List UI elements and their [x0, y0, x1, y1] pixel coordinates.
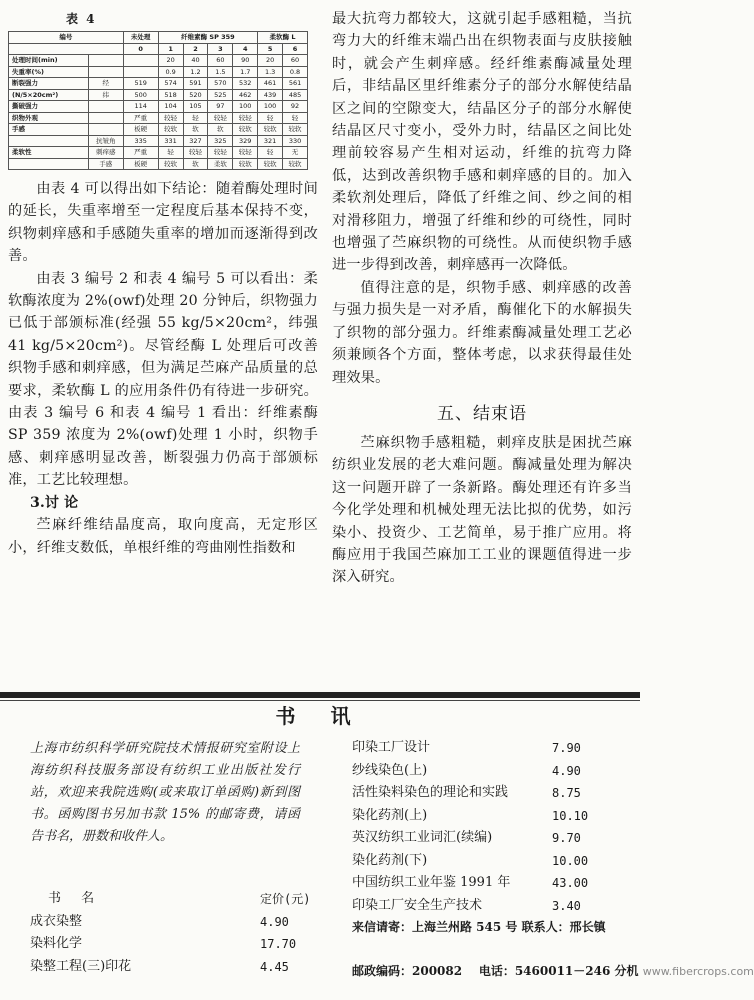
table-row [9, 124, 308, 136]
table-cell: 6 [283, 43, 308, 55]
table-row-label: 撕破强力 [9, 101, 89, 113]
table-title: 表 4 [66, 12, 97, 26]
book-item [352, 782, 612, 805]
book-price: 7.90 [552, 741, 581, 755]
book-price: 8.75 [552, 786, 581, 800]
table-row-label: 手感 [9, 124, 89, 136]
table-cell: 4 [233, 43, 258, 55]
book-list-right [352, 737, 612, 937]
table-cell: 104 [158, 101, 183, 113]
book-name: 染化药剂(下) [352, 852, 428, 868]
table-cell: 0.9 [158, 66, 183, 78]
table-row-sublabel: 纬 [88, 89, 123, 101]
table-cell: 462 [233, 89, 258, 101]
table-cell: 0.8 [283, 66, 308, 78]
book-name: 英汉纺织工业词汇(续编) [352, 830, 493, 845]
table-cell: 轻 [258, 112, 283, 124]
table-cell: 439 [258, 89, 283, 101]
table-row-label: (N/5×20cm²) [9, 89, 89, 101]
book-price: 10.10 [552, 808, 589, 823]
table-row-label: 断裂强力 [9, 78, 89, 90]
table-row [9, 158, 308, 170]
table-row [9, 101, 308, 113]
table-row [9, 78, 308, 90]
table-cell [123, 66, 158, 78]
paragraph: 最大抗弯力都较大，这就引起手感粗糙，当抗弯力大的纤维末端凸出在织物表面与皮肤接触时，就会产生刺痒感。经纤维素酶减量处理后，非结晶区里纤维素分子的部分水解使结晶区之间的空隙变大，结晶区分子的部分水解使结晶区尺寸变小，受外力时，结晶区之间比处理前较容易产生相对运动，纤维的抗弯力降低，达到改善织物手感和刺痒感的目的。加入柔软剂处理后，降低了纤维之间、纱之间的相对滑移阻力，增强了纤维和纱的可绕性，同时也增强了苎麻织物的可绕性。从而使织物手感进一步得到改善，刺痒感再一次降低。 [332, 11, 632, 274]
table-cell: 525 [208, 89, 233, 101]
table-row-label: 柔软性 [9, 147, 89, 159]
table-cell: 335 [123, 135, 158, 147]
book-name: 染料化学 [30, 936, 83, 951]
table-cell: 1.3 [258, 66, 283, 78]
table-row [9, 66, 308, 78]
table-cell: 520 [183, 89, 208, 101]
table-cell: 114 [123, 101, 158, 113]
table-cell: 105 [183, 101, 208, 113]
booklist-notice: 上海市纺织科学研究院技术情报研究室附设上海纺织科技服务部设有纺织工业出版社发行站，欢迎来我院选购(或来取订单函购)新到图书。函购图书另加书款 15% 的邮寄费，请函告书名，册数和收件人。 [30, 741, 300, 844]
table-header-row [9, 32, 308, 44]
table-cell: 轻 [158, 147, 183, 159]
table-body [9, 55, 308, 170]
table-cell: 严重 [123, 112, 158, 124]
table-cell: 轻 [183, 112, 208, 124]
table-row [9, 89, 308, 101]
book-name: 印染工厂设计 [352, 740, 431, 755]
table-cell: 100 [258, 101, 283, 113]
table-cell: 轻 [283, 112, 308, 124]
table-cell: 软 [208, 124, 233, 136]
book-list-left [30, 888, 320, 978]
paragraph: 苎麻织物手感粗糙，刺痒皮肤是困扰苎麻纺织业发展的老大难问题。酶减量处理为解决这一问题开辟了一条新路。酶处理还有许多当今化学处理和机械处理无法比拟的优势，如污染小、投资少、工艺简单，易于推广应用。将酶应用于我国苎麻加工工业的课题值得进一步深入研究。 [332, 434, 632, 586]
paragraph: 由表 3 编号 2 和表 4 编号 5 可以看出：柔软酶浓度为 2%(owf)处理 20 分钟后，织物强力已低于部颁标准(经强 55 kg/5×20cm²，纬强 41 kg/5×20cm²)。尽管经酶 L 处理后可改善织物手感和刺痒感，但为满足苎麻产品质量的总要求，柔软酶 L 的应用条件仍有待进一步研究。由表 3 编号 6 和表 4 编号 1 看出：纤维素酶 SP 359 浓度为 2%(owf)处理 1 小时，织物手感、刺痒感明显改善，断裂强力仍高于部颁标准，工艺比较理想。 [8, 270, 318, 489]
table-cell: 1 [158, 43, 183, 55]
table-cell: 严重 [123, 147, 158, 159]
table-cell: 20 [258, 55, 283, 67]
table-row-sublabel [88, 55, 123, 67]
book-item [352, 737, 612, 760]
table-cell: 较软 [158, 158, 183, 170]
table-cell: 较轻 [233, 112, 258, 124]
left-column [8, 10, 318, 559]
table-cell: 1.2 [183, 66, 208, 78]
table-cell: 532 [233, 78, 258, 90]
paragraph: 苎麻纤维结晶度高，取向度高，无定形区小，纤维支数低，单根纤维的弯曲刚性指数和 [8, 517, 318, 556]
table-cell: 1.5 [208, 66, 233, 78]
table-cell: 1.7 [233, 66, 258, 78]
table-cell: 柔软 [208, 158, 233, 170]
table-cell: 100 [233, 101, 258, 113]
table-cell: 20 [158, 55, 183, 67]
book-price: 9.70 [552, 831, 581, 845]
book-item [352, 805, 612, 828]
table-number-row [9, 43, 308, 55]
table-cell: 3 [208, 43, 233, 55]
table-row-sublabel: 刺痒感 [88, 147, 123, 159]
book-name: 染化药剂(上) [352, 807, 428, 823]
table-row [9, 135, 308, 147]
book-list-header [30, 888, 320, 911]
table-row-sublabel [88, 66, 123, 78]
table-cell: 40 [183, 55, 208, 67]
table-cell: 2 [183, 43, 208, 55]
book-item [352, 850, 612, 873]
table-cell: 329 [233, 135, 258, 147]
book-name: 印染工厂安全生产技术 [352, 897, 483, 913]
table-row-sublabel: 抗皱角 [88, 135, 123, 147]
book-price: 10.00 [552, 853, 589, 868]
table-cell: 518 [158, 89, 183, 101]
table-cell: 331 [158, 135, 183, 147]
table-head-untreated: 未处理 [123, 32, 158, 44]
subheading-discussion: 3.讨 论 [30, 494, 79, 511]
table-cell: 轻 [258, 147, 283, 159]
table-cell: 327 [183, 135, 208, 147]
table-cell: 561 [283, 78, 308, 90]
table-cell: 500 [123, 89, 158, 101]
table-cell: 较软 [258, 158, 283, 170]
table-row-label [9, 135, 89, 147]
table-cell: 330 [283, 135, 308, 147]
table-cell: 板硬 [123, 124, 158, 136]
table-cell: 90 [233, 55, 258, 67]
table-head-sp359: 纤维素酶 SP 359 [158, 32, 258, 44]
table-cell: 无 [283, 147, 308, 159]
book-price: 4.90 [260, 914, 289, 929]
book-name: 纱线染色(上) [352, 762, 428, 778]
table-cell: 574 [158, 78, 183, 90]
table-cell: 软 [183, 124, 208, 136]
table-row-label: 处理时间(min) [9, 55, 89, 67]
book-item [30, 911, 320, 934]
table-row-sublabel [88, 112, 123, 124]
book-item [352, 827, 612, 850]
book-item [352, 760, 612, 783]
book-item [352, 895, 612, 918]
book-item [30, 933, 320, 956]
table-cell: 较软 [283, 158, 308, 170]
table-cell: 较轻 [183, 147, 208, 159]
book-item [30, 956, 320, 979]
contact-phone: 电话：5460011－246 分机 [478, 964, 639, 978]
table-cell [123, 55, 158, 67]
book-name: 中国纺织工业年鉴 1991 年 [352, 875, 511, 890]
book-name: 染整工程(三)印花 [30, 958, 132, 974]
table-head-label: 编号 [9, 32, 124, 44]
table-row-label: 织物外观 [9, 112, 89, 124]
table-cell: 570 [208, 78, 233, 90]
header-price: 定价(元) [260, 892, 311, 906]
table-head-softase: 柔软酶 L [258, 32, 308, 44]
data-table [8, 31, 308, 170]
table-cell: 较轻 [233, 147, 258, 159]
book-name: 成衣染整 [30, 913, 83, 929]
table-cell: 较轻 [158, 112, 183, 124]
table-row [9, 55, 308, 67]
table-cell: 较轻 [208, 147, 233, 159]
table-cell: 60 [208, 55, 233, 67]
table-cell: 325 [208, 135, 233, 147]
table-cell: 较软 [233, 124, 258, 136]
table-cell: 485 [283, 89, 308, 101]
table-cell: 97 [208, 101, 233, 113]
table-row [9, 147, 308, 159]
watermark-text: www.fibercrops.com [642, 965, 754, 978]
table-cell: 板硬 [123, 158, 158, 170]
book-price: 43.00 [552, 876, 589, 890]
table-cell: 321 [258, 135, 283, 147]
contact-postcode: 邮政编码：200082 [352, 964, 463, 978]
header-name: 书 名 [48, 891, 103, 906]
table-cell: 519 [123, 78, 158, 90]
table-row [9, 112, 308, 124]
contact-address: 来信请寄：上海兰州路 545 号 联系人：邢长镇 [352, 920, 606, 934]
table-cell: 较软 [258, 124, 283, 136]
table-row-sublabel: 手感 [88, 158, 123, 170]
table-cell: 0 [123, 43, 158, 55]
table-row-sublabel: 经 [88, 78, 123, 90]
table-row-sublabel [88, 101, 123, 113]
book-item [352, 872, 612, 895]
table-row-label: 失重率(%) [9, 66, 89, 78]
table-row-sublabel [88, 124, 123, 136]
table-cell: 较轻 [208, 112, 233, 124]
table-cell: 591 [183, 78, 208, 90]
paragraph: 由表 4 可以得出如下结论：随着酶处理时间的延长，失重率增至一定程度后基本保持不变，织物刺痒感和手感随失重率的增加而逐渐得到改善。 [8, 181, 318, 265]
contact-postcode-phone [352, 960, 754, 983]
table-cell: 较软 [233, 158, 258, 170]
paragraph: 值得注意的是，织物手感、刺痒感的改善与强力损失是一对矛盾，酶催化下的水解损失了织物的部分强力。纤维素酶减量处理工艺必须兼顾各个方面，整体考虑，以求获得最佳处理效果。 [332, 279, 632, 386]
table-cell: 461 [258, 78, 283, 90]
section-heading-conclusion: 五、结束语 [437, 403, 527, 424]
book-price: 17.70 [260, 937, 297, 951]
table-cell [9, 43, 124, 55]
table-row-label [9, 158, 89, 170]
right-column [332, 8, 632, 589]
table-cell: 5 [258, 43, 283, 55]
book-price: 4.45 [260, 959, 289, 974]
book-price: 4.90 [552, 763, 581, 778]
table-cell: 92 [283, 101, 308, 113]
booklist-title: 书 讯 [275, 704, 365, 728]
table-cell: 软 [183, 158, 208, 170]
book-name: 活性染料染色的理论和实践 [352, 785, 509, 800]
divider [0, 692, 640, 698]
table-cell: 60 [283, 55, 308, 67]
table-cell: 较软 [283, 124, 308, 136]
table-cell: 较软 [158, 124, 183, 136]
book-price: 3.40 [552, 898, 581, 913]
